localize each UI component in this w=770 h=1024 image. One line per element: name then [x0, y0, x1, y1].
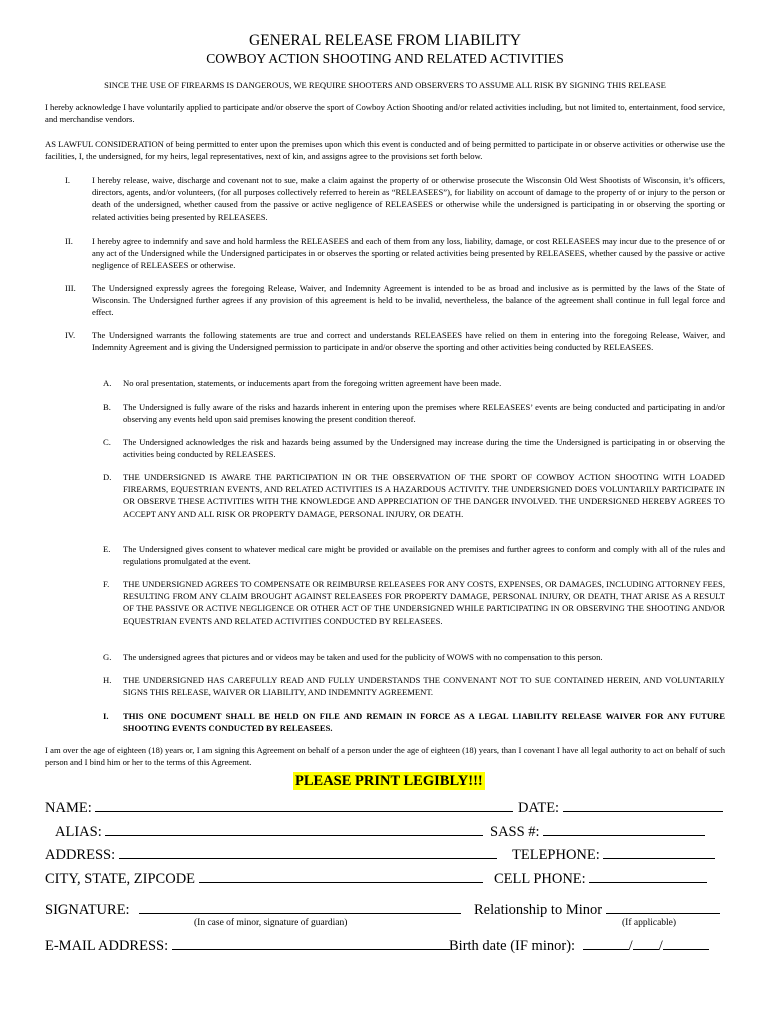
- name-row: [45, 798, 513, 817]
- form-title: GENERAL RELEASE FROM LIABILITY: [249, 32, 521, 49]
- warranty-letter: B.: [103, 402, 111, 412]
- provision-number: III.: [65, 283, 76, 293]
- email-input[interactable]: [172, 936, 450, 950]
- birth-year-input[interactable]: [663, 936, 709, 950]
- address-row: [45, 845, 497, 864]
- date-label: DATE:: [518, 800, 560, 816]
- provision-number: IV.: [65, 330, 76, 340]
- warranty-letter: A.: [103, 378, 112, 388]
- sass-input[interactable]: [543, 822, 705, 836]
- email-label: E-MAIL ADDRESS:: [45, 938, 169, 954]
- warranty-letter: F.: [103, 579, 110, 589]
- warranty-text: THE UNDERSIGNED HAS CAREFULLY READ AND FULLY UNDERSTANDS THE CONVENANT NOT TO SUE CONTAINED HEREIN, AND VOLUNTARILY SIGNS THIS RELEASE, WAIVER OR LIABILITY, AND INDEMNITY AGREEMENT.: [123, 675, 725, 698]
- warranty-text: The Undersigned acknowledges the risk and hazards being assumed by the Undersigned may increase during the time the Undersigned is participating in or observing the activities being conducted by RELEASEES.: [123, 437, 725, 460]
- address-label: ADDRESS:: [45, 847, 116, 863]
- city-row: [45, 869, 483, 888]
- birth-date-row: [449, 936, 709, 955]
- warranty-letter: H.: [103, 675, 112, 685]
- warranty-text: The undersigned agrees that pictures and or videos may be taken and used for the publicity of WOWS with no compensation to this person.: [123, 652, 603, 662]
- telephone-row: [512, 845, 715, 864]
- relationship-row: [474, 900, 720, 919]
- signature-row: [45, 900, 461, 919]
- consideration-paragraph: AS LAWFUL CONSIDERATION of being permitted to enter upon the premises upon which this event is conducted and of being permitted to participate in or observe activities or otherwise use the facilities, I, the undersigned, for my heirs, legal representatives, next of kin, and assigns agree to the provisions set forth below.: [45, 139, 725, 162]
- birth-separator: /: [628, 938, 633, 954]
- name-label: NAME:: [45, 800, 92, 816]
- telephone-label: TELEPHONE:: [512, 847, 600, 863]
- provision-text: The Undersigned warrants the following statements are true and correct and understands RELEASEES have relied on them in entering into the foregoing Release, Waiver, and Indemnity Agreement and is giving the Undersigned permission to participate in and/or observe the sporting and other activities being conducted by RELEASEES.: [92, 330, 725, 353]
- provision-text: The Undersigned expressly agrees the foregoing Release, Waiver, and Indemnity Agreement is intended to be as broad and inclusive as is permitted by the laws of the State of Wisconsin. The Undersigned further agrees if any provision of this agreement is held to be invalid, nevertheless, the balance of the agreement shall continue in full legal force and effect.: [92, 283, 725, 318]
- age-statement: I am over the age of eighteen (18) years or, I am signing this Agreement on behalf of a person under the age of eighteen (18) years, than I covenant I have all legal authority to act on behalf of such person and I bind him or her to the terms of this Agreement.: [45, 745, 725, 768]
- birth-day-input[interactable]: [633, 936, 659, 950]
- warranty-text: THE UNDERSIGNED IS AWARE THE PARTICIPATION IN OR THE OBSERVATION OF THE SPORT OF COWBOY ACTION SHOOTING WITH LOADED FIREARMS, EQUESTRIAN EVENTS, AND RELATED ACTIVITIES IS A HAZARDOUS ACTIVITY. THE UNDERSIGNED DOES VOLUNTARILY PARTICIPATE IN OR OBSERVE THESE ACTIVITIES WITH THE KNOWLEDGE AND APPRECIATION OF THE DANGER INVOLVED. THE UNDERSIGNED HEREBY AGREES TO ACCEPT ANY AND ALL RISK OR PROPERTY DAMAGE, PERSONAL INJURY, OR DEATH.: [123, 472, 725, 519]
- warranty-text: THIS ONE DOCUMENT SHALL BE HELD ON FILE AND REMAIN IN FORCE AS A LEGAL LIABILITY RELEASE WAIVER FOR ANY FUTURE SHOOTING EVENTS CONDUCTED BY RELEASEES.: [123, 711, 725, 734]
- telephone-input[interactable]: [603, 845, 715, 859]
- provision-text: I hereby release, waive, discharge and covenant not to sue, make a claim against the property of or otherwise prosecute the Wisconsin Old West Shootists of Wisconsin, it’s officers, directors, agents, and/or volunteers, (for all purposes collectively referred to herein as “RELEASEES”), for liability on account of damage to the property of or injury to the person or death of the undersigned, whether caused from the passive or active negligence of RELEASEES or otherwise while the undersigned is participating in or observing the sporting or related activities being presented by RELEASEES.: [92, 175, 725, 222]
- warranty-letter: D.: [103, 472, 112, 482]
- form-subtitle: COWBOY ACTION SHOOTING AND RELATED ACTIVITIES: [206, 51, 564, 66]
- alias-row: [55, 822, 483, 841]
- warranty-text: No oral presentation, statements, or inducements apart from the foregoing written agreement have been made.: [123, 378, 502, 388]
- signature-note: (In case of minor, signature of guardian): [194, 918, 348, 928]
- birth-month-input[interactable]: [583, 936, 629, 950]
- sass-row: [490, 822, 705, 841]
- warranty-text: The Undersigned is fully aware of the risks and hazards inherent in entering upon the premises where RELEASEES’ events are being conducted and participating in and/or observing any events held upon said premises knowing the present condition thereof.: [123, 402, 725, 425]
- name-input[interactable]: [95, 798, 513, 812]
- relationship-input[interactable]: [606, 900, 720, 914]
- alias-label: ALIAS:: [55, 824, 102, 840]
- sass-label: SASS #:: [490, 824, 540, 840]
- provision-text: I hereby agree to indemnify and save and hold harmless the RELEASEES and each of them from any loss, liability, damage, or cost RELEASEES may incur due to the presence of or any act of the Undersigned while the Undersigned participates in or observes the sporting or related activities being presented by RELEASEES, whether caused by the passive or active negligence of RELEASEES or otherwise.: [92, 236, 725, 271]
- email-row: [45, 936, 450, 955]
- warranty-text: The Undersigned gives consent to whatever medical care might be provided or available on the premises and further agrees to conform and comply with all of the rules and regulations promulgated at the event.: [123, 544, 725, 567]
- alias-input[interactable]: [105, 822, 483, 836]
- warranty-text: THE UNDERSIGNED AGREES TO COMPENSATE OR REIMBURSE RELEASEES FOR ANY COSTS, EXPENSES, OR DAMAGES, INCLUDING ATTORNEY FEES, RESULTING FROM ANY CLAIM BROUGHT AGAINST RELEASEES FOR PROPERTY DAMAGE, PERSONAL INJURY, OR DEATH, THAT ARISE AS A RESULT OF THE PASSIVE OR ACTIVE NEGLIGENCE OR OTHER ACT OF THE UNDERSIGNED WHILE PARTICIPATING IN OR OBSERVING THE SHOOTING AND/OR EQUESTRIAN EVENTS AND RELATED ACTIVITIES CONDUCTED BY RELEASEES.: [123, 579, 725, 626]
- warranty-letter: C.: [103, 437, 111, 447]
- city-label: CITY, STATE, ZIPCODE: [45, 871, 196, 887]
- relationship-label: Relationship to Minor: [474, 902, 603, 918]
- address-input[interactable]: [119, 845, 497, 859]
- intro-paragraph: I hereby acknowledge I have voluntarily applied to participate and/or observe the sport of Cowboy Action Shooting and/or related activities including, but not limited to, entertainment, food service, and merchandise vendors.: [45, 102, 725, 125]
- print-legibly-notice: PLEASE PRINT LEGIBLY!!!: [295, 773, 483, 789]
- relationship-note: (If applicable): [622, 918, 677, 928]
- provision-number: II.: [65, 236, 73, 246]
- warranty-letter: G.: [103, 652, 112, 662]
- warranty-letter: E.: [103, 544, 111, 554]
- birth-separator: /: [658, 938, 663, 954]
- signature-label: SIGNATURE:: [45, 902, 130, 918]
- date-input[interactable]: [563, 798, 723, 812]
- warranty-letter: I.: [103, 711, 109, 721]
- date-row: [518, 798, 723, 817]
- birth-date-label: Birth date (IF minor):: [449, 938, 576, 954]
- cell-label: CELL PHONE:: [494, 871, 586, 887]
- cell-input[interactable]: [589, 869, 707, 883]
- provision-number: I.: [65, 175, 71, 185]
- signature-input[interactable]: [139, 900, 461, 914]
- cell-row: [494, 869, 707, 888]
- city-input[interactable]: [199, 869, 483, 883]
- risk-notice: SINCE THE USE OF FIREARMS IS DANGEROUS, WE REQUIRE SHOOTERS AND OBSERVERS TO ASSUME ALL RISK BY SIGNING THIS RELEASE: [104, 80, 666, 90]
